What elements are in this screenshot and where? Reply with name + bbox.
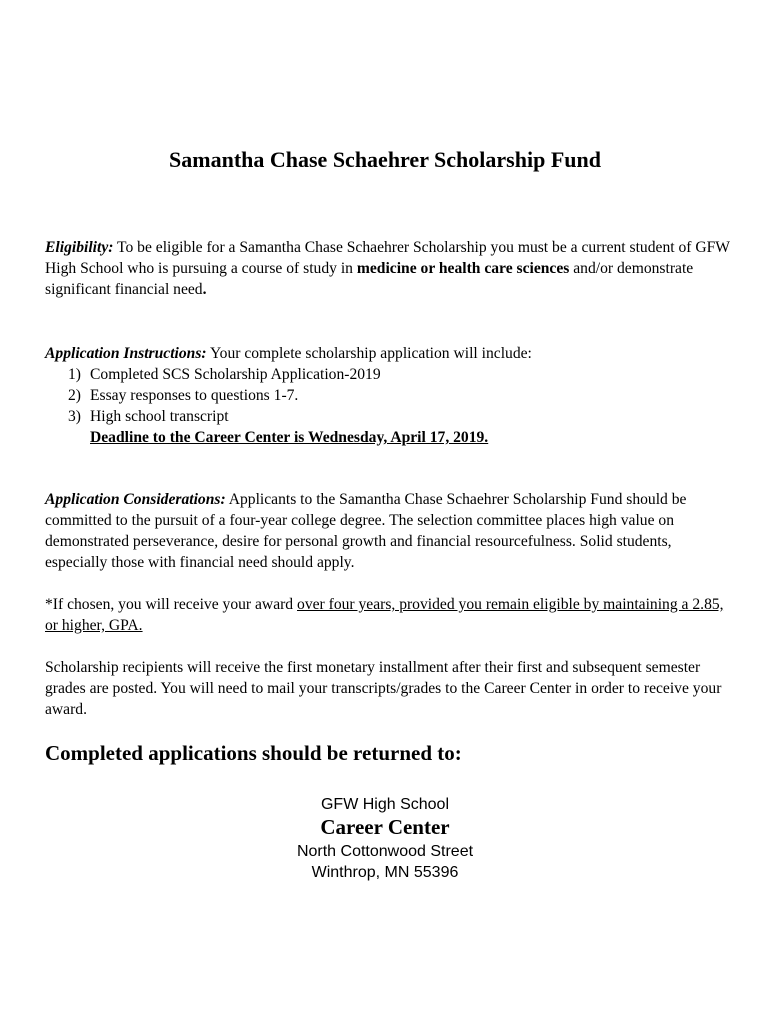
deadline-notice: Deadline to the Career Center is Wednesday, April 17, 2019. xyxy=(90,429,489,446)
considerations-text: Applicants to the Samantha Chase Schaehrer Scholarship Fund should be committed to the pursuit of a four-year college degree. The selection committee places high value on demonstrated perseverance, desire for personal growth and financial resourcefulness. Solid students, especially those with financial need should apply. xyxy=(45,491,687,571)
eligibility-text-end: and/or demonstrate significant financial need xyxy=(45,260,694,298)
recipients-paragraph: Scholarship recipients will receive the first monetary installment after their first and subsequent semester grades are posted. You will need to mail your transcripts/grades to the Career Center in order to receive your award. xyxy=(45,659,722,718)
address-career-center: Career Center xyxy=(320,815,450,839)
list-item-number: 3) xyxy=(68,408,81,425)
address-school: GFW High School xyxy=(320,796,450,813)
instructions-list xyxy=(68,364,381,427)
list-item-number: 1) xyxy=(68,366,81,383)
eligibility-text: To be eligible for a Samantha Chase Schaehrer Scholarship you must be a current student of GFW High School who is pursuing a course of study in xyxy=(45,239,730,277)
eligibility-field-of-study: medicine or health care sciences xyxy=(356,260,570,277)
list-item xyxy=(68,406,381,427)
considerations-label: Application Considerations: xyxy=(45,491,226,508)
instructions-label: Application Instructions: xyxy=(45,345,207,362)
list-item-text: Completed SCS Scholarship Application-2019 xyxy=(90,366,381,383)
list-item-number: 2) xyxy=(68,387,81,404)
eligibility-paragraph xyxy=(45,237,735,300)
award-terms-paragraph xyxy=(45,594,735,636)
list-item xyxy=(68,364,381,385)
list-item xyxy=(68,385,381,406)
instructions-paragraph xyxy=(45,343,735,364)
eligibility-period: . xyxy=(202,281,207,298)
page-title: Samantha Chase Schaehrer Scholarship Fund xyxy=(169,147,601,172)
address-city: Winthrop, MN 55396 xyxy=(311,864,459,881)
list-item-text: High school transcript xyxy=(90,408,229,425)
award-terms-condition: over four years, provided you remain eligible by maintaining a 2.85, or higher, GPA. xyxy=(45,596,724,634)
return-heading: Completed applications should be returned to: xyxy=(45,741,462,765)
address-street: North Cottonwood Street xyxy=(296,843,474,860)
eligibility-label: Eligibility: xyxy=(45,239,114,256)
award-terms-text: *If chosen, you will receive your award xyxy=(45,596,298,613)
instructions-text: Your complete scholarship application will include: xyxy=(206,345,532,362)
considerations-paragraph xyxy=(45,489,735,573)
list-item-text: Essay responses to questions 1-7. xyxy=(90,387,299,404)
